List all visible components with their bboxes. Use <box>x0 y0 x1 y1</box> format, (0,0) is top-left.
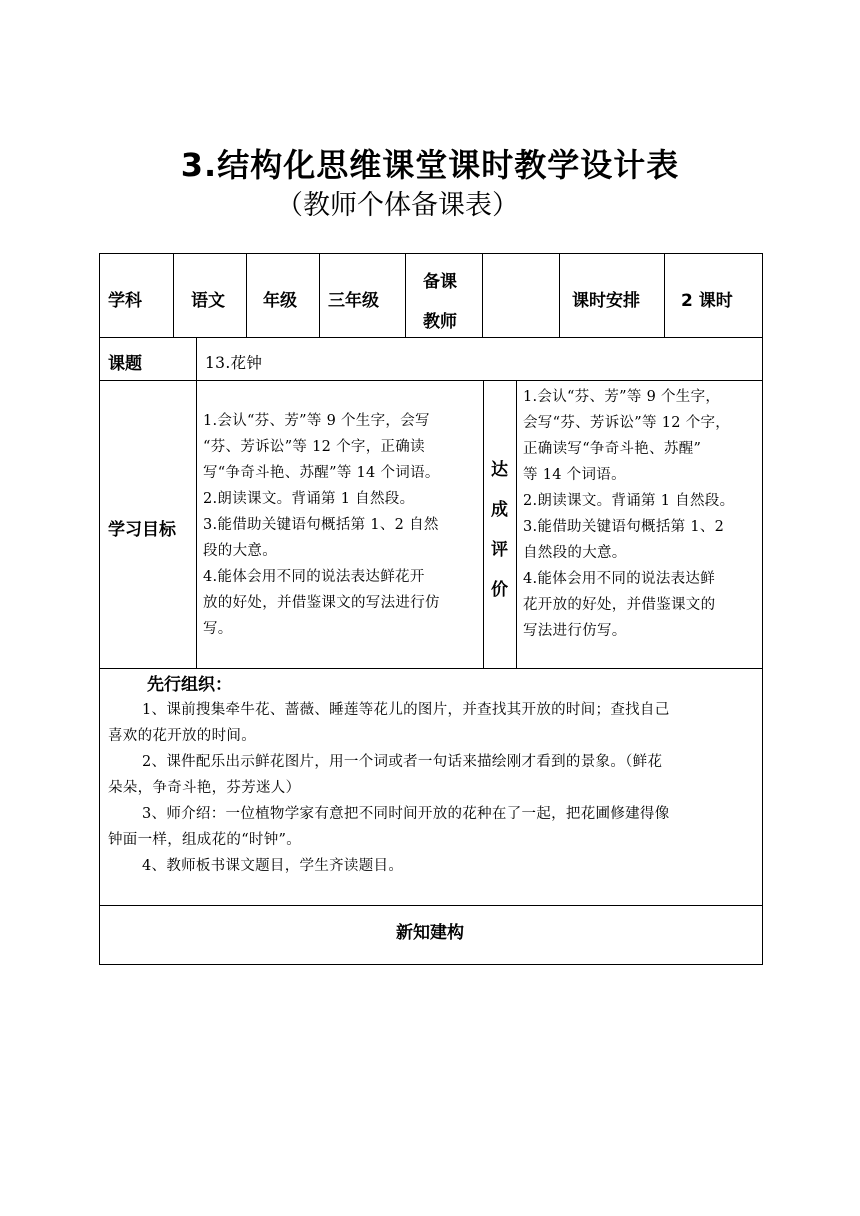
objective-line: 3.能借助关键语句概括第 1、2 自然 <box>203 517 439 533</box>
teacher-label-line2: 教师 <box>423 312 457 332</box>
evaluation-line: 自然段的大意。 <box>523 545 627 561</box>
evaluation-label-char: 达 <box>491 460 508 480</box>
topic-value: 13.花钟 <box>205 354 263 372</box>
schedule-value: 2 课时 <box>681 291 733 311</box>
evaluation-line: 3.能借助关键语句概括第 1、2 <box>523 519 725 535</box>
advance-text <box>108 697 760 879</box>
objective-line: 4.能体会用不同的说法表达鲜花开 <box>203 569 425 585</box>
evaluation-label-char: 价 <box>491 580 508 600</box>
schedule-label: 课时安排 <box>572 291 640 311</box>
document-title: 3.结构化思维课堂课时教学设计表 <box>180 146 680 184</box>
evaluation-line: 等 14 个词语。 <box>523 467 626 483</box>
col-divider <box>482 253 483 337</box>
evaluation-label-char: 评 <box>491 540 508 560</box>
col-divider <box>516 380 517 668</box>
col-divider <box>196 380 197 668</box>
new-knowledge-heading: 新知建构 <box>396 923 464 943</box>
row-divider <box>99 905 763 906</box>
objective-line: 写“争奇斗艳、苏醒”等 14 个词语。 <box>203 465 440 481</box>
evaluation-line: 1.会认“芬、芳”等 9 个生字， <box>523 389 721 405</box>
topic-label: 课题 <box>108 354 142 374</box>
col-divider <box>664 253 665 337</box>
advance-line: 3、师介绍：一位植物学家有意把不同时间开放的花种在了一起，把花圃修建得像 <box>142 806 670 822</box>
evaluation-text <box>523 384 761 644</box>
teacher-label-line1: 备课 <box>423 272 457 292</box>
col-divider <box>405 253 406 337</box>
objective-line: 段的大意。 <box>203 543 277 559</box>
grade-label: 年级 <box>263 291 297 311</box>
col-divider <box>319 253 320 337</box>
advance-line: 朵朵，争奇斗艳，芬芳迷人） <box>108 780 301 796</box>
objective-line: “芬、芳诉讼”等 12 个字，正确读 <box>203 439 425 455</box>
col-divider <box>559 253 560 337</box>
evaluation-line: 2.朗读课文。背诵第 1 自然段。 <box>523 493 735 509</box>
col-divider <box>483 380 484 668</box>
row-divider <box>99 337 763 338</box>
evaluation-line: 4.能体会用不同的说法表达鲜 <box>523 571 716 587</box>
objective-line: 2.朗读课文。背诵第 1 自然段。 <box>203 491 415 507</box>
advance-line: 4、教师板书课文题目，学生齐读题目。 <box>142 858 404 874</box>
col-divider <box>196 337 197 380</box>
advance-line: 2、课件配乐出示鲜花图片，用一个词或者一句话来描绘刚才看到的景象。（鲜花 <box>142 754 663 770</box>
objective-line: 写。 <box>203 621 233 637</box>
objective-line: 放的好处，并借鉴课文的写法进行仿 <box>203 595 440 611</box>
col-divider <box>246 253 247 337</box>
row-divider <box>99 380 763 381</box>
evaluation-line: 正确读写“争奇斗艳、苏醒” <box>523 441 702 457</box>
document-subtitle: （教师个体备课表） <box>276 190 519 221</box>
advance-line: 喜欢的花开放的时间。 <box>108 728 256 744</box>
evaluation-line: 写法进行仿写。 <box>523 623 627 639</box>
objectives-label: 学习目标 <box>108 520 176 540</box>
advance-line: 1、课前搜集牵牛花、蔷薇、睡莲等花儿的图片，并查找其开放的时间；查找自己 <box>142 702 670 718</box>
advance-line: 钟面一样，组成花的“时钟”。 <box>108 832 302 848</box>
evaluation-line: 花开放的好处，并借鉴课文的 <box>523 597 716 613</box>
objectives-text <box>203 408 481 642</box>
advance-heading: 先行组织： <box>147 675 232 695</box>
subject-value: 语文 <box>191 291 225 311</box>
col-divider <box>173 253 174 337</box>
evaluation-label-char: 成 <box>491 500 508 520</box>
row-divider <box>99 668 763 669</box>
evaluation-line: 会写“芬、芳诉讼”等 12 个字， <box>523 415 731 431</box>
subject-label: 学科 <box>108 291 142 311</box>
grade-value: 三年级 <box>328 291 379 311</box>
objective-line: 1.会认“芬、芳”等 9 个生字，会写 <box>203 413 430 429</box>
